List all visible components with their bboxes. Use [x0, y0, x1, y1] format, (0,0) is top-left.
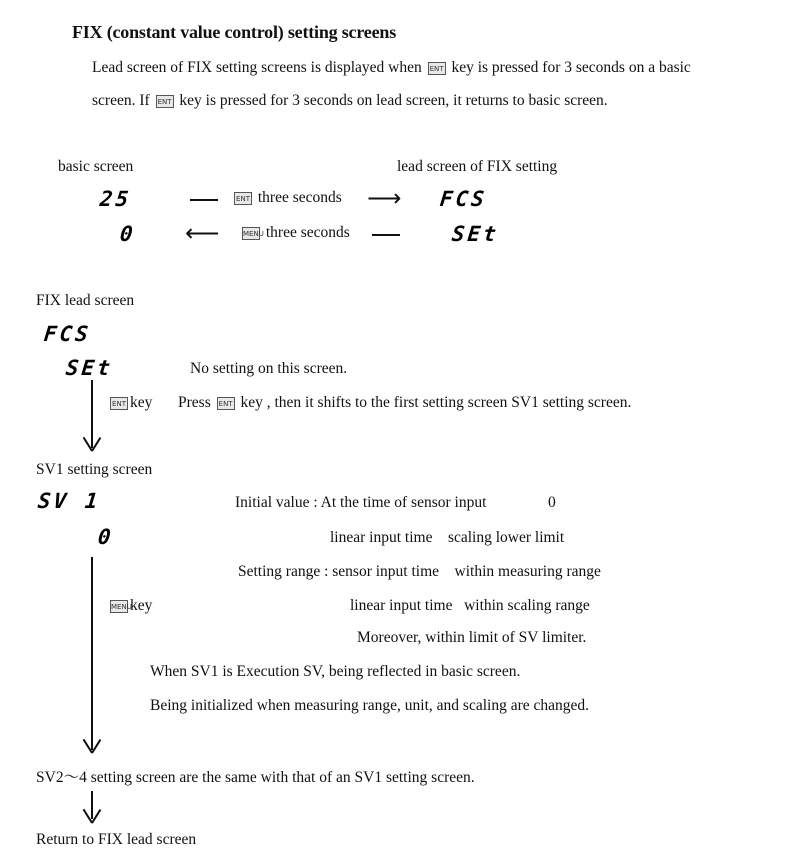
intro-line-1: [92, 59, 691, 77]
menu-key-icon: MENU: [110, 600, 128, 613]
key-label: key: [130, 597, 153, 614]
intro-text: Lead screen of FIX setting screens is displayed when: [92, 59, 422, 76]
page-title: FIX (constant value control) setting screens: [72, 22, 396, 42]
right-arrow-icon: ⟶: [367, 184, 402, 212]
basic-screen-label: basic screen: [58, 158, 134, 175]
lead-screen-label: lead screen of FIX setting: [397, 158, 558, 175]
ent-key-icon: ENT: [156, 95, 174, 108]
flow-line-3: [91, 791, 93, 819]
intro-line-2: [92, 92, 608, 110]
sv1-range-linear: linear input time within scaling range: [350, 597, 590, 614]
fix-lead-display-bottom: SEt: [64, 356, 115, 380]
lead-display-top: FCS: [438, 187, 489, 211]
ent-key-icon: ENT: [110, 397, 128, 410]
flow-line-1: [91, 380, 93, 448]
sv1-initial-value: Initial value : At the time of sensor input: [235, 494, 487, 511]
ent-key-icon: ENT: [217, 397, 235, 410]
fix-lead-press: [178, 394, 631, 412]
basic-display-bottom: 0: [118, 222, 137, 246]
flow-line-2: [91, 557, 93, 750]
fix-lead-display-top: FCS: [42, 322, 93, 346]
back-line: [372, 234, 400, 236]
sv1-display-top: SV 1: [36, 489, 102, 513]
press-text: key , then it shifts to the first setting screen SV1 setting screen.: [240, 394, 632, 411]
sv1-display-bottom: 0: [96, 525, 115, 549]
lead-display-bottom: SEt: [450, 222, 501, 246]
forward-text: three seconds: [257, 189, 342, 206]
fix-lead-key: [108, 394, 152, 412]
sv1-limiter: Moreover, within limit of SV limiter.: [357, 629, 587, 646]
sv1-label: SV1 setting screen: [36, 461, 153, 478]
back-caption: [240, 224, 350, 242]
sv2-4-note: SV2～4 setting screen are the same with that of an SV1 setting screen.: [36, 769, 475, 786]
return-note: Return to FIX lead screen: [36, 831, 197, 848]
intro-text: key is pressed for 3 seconds on lead screen, it returns to basic screen.: [179, 92, 608, 109]
left-arrow-icon: ⟵: [185, 219, 220, 247]
sv1-note-2: Being initialized when measuring range, unit, and scaling are changed.: [150, 697, 590, 714]
ent-key-icon: ENT: [234, 192, 252, 205]
sv1-linear-scaling: linear input time scaling lower limit: [330, 529, 565, 546]
intro-text: screen. If: [92, 92, 150, 109]
intro-text: key is pressed for 3 seconds on a basic: [451, 59, 691, 76]
sv1-setting-range: Setting range : sensor input time within measuring range: [238, 563, 601, 580]
press-text: Press: [178, 394, 211, 411]
ent-key-icon: ENT: [428, 62, 446, 75]
key-label: key: [130, 394, 153, 411]
back-text: three seconds: [265, 224, 350, 241]
sv1-initial-zero: 0: [548, 494, 556, 511]
basic-display-top: 25: [98, 187, 133, 211]
forward-line: [190, 199, 218, 201]
fix-lead-label: FIX lead screen: [36, 292, 135, 309]
sv1-key: [108, 597, 152, 615]
fix-lead-note: No setting on this screen.: [190, 360, 348, 377]
sv1-note-1: When SV1 is Execution SV, being reflected in basic screen.: [150, 663, 521, 680]
menu-key-icon: MENU: [242, 227, 260, 240]
forward-caption: [232, 189, 342, 207]
